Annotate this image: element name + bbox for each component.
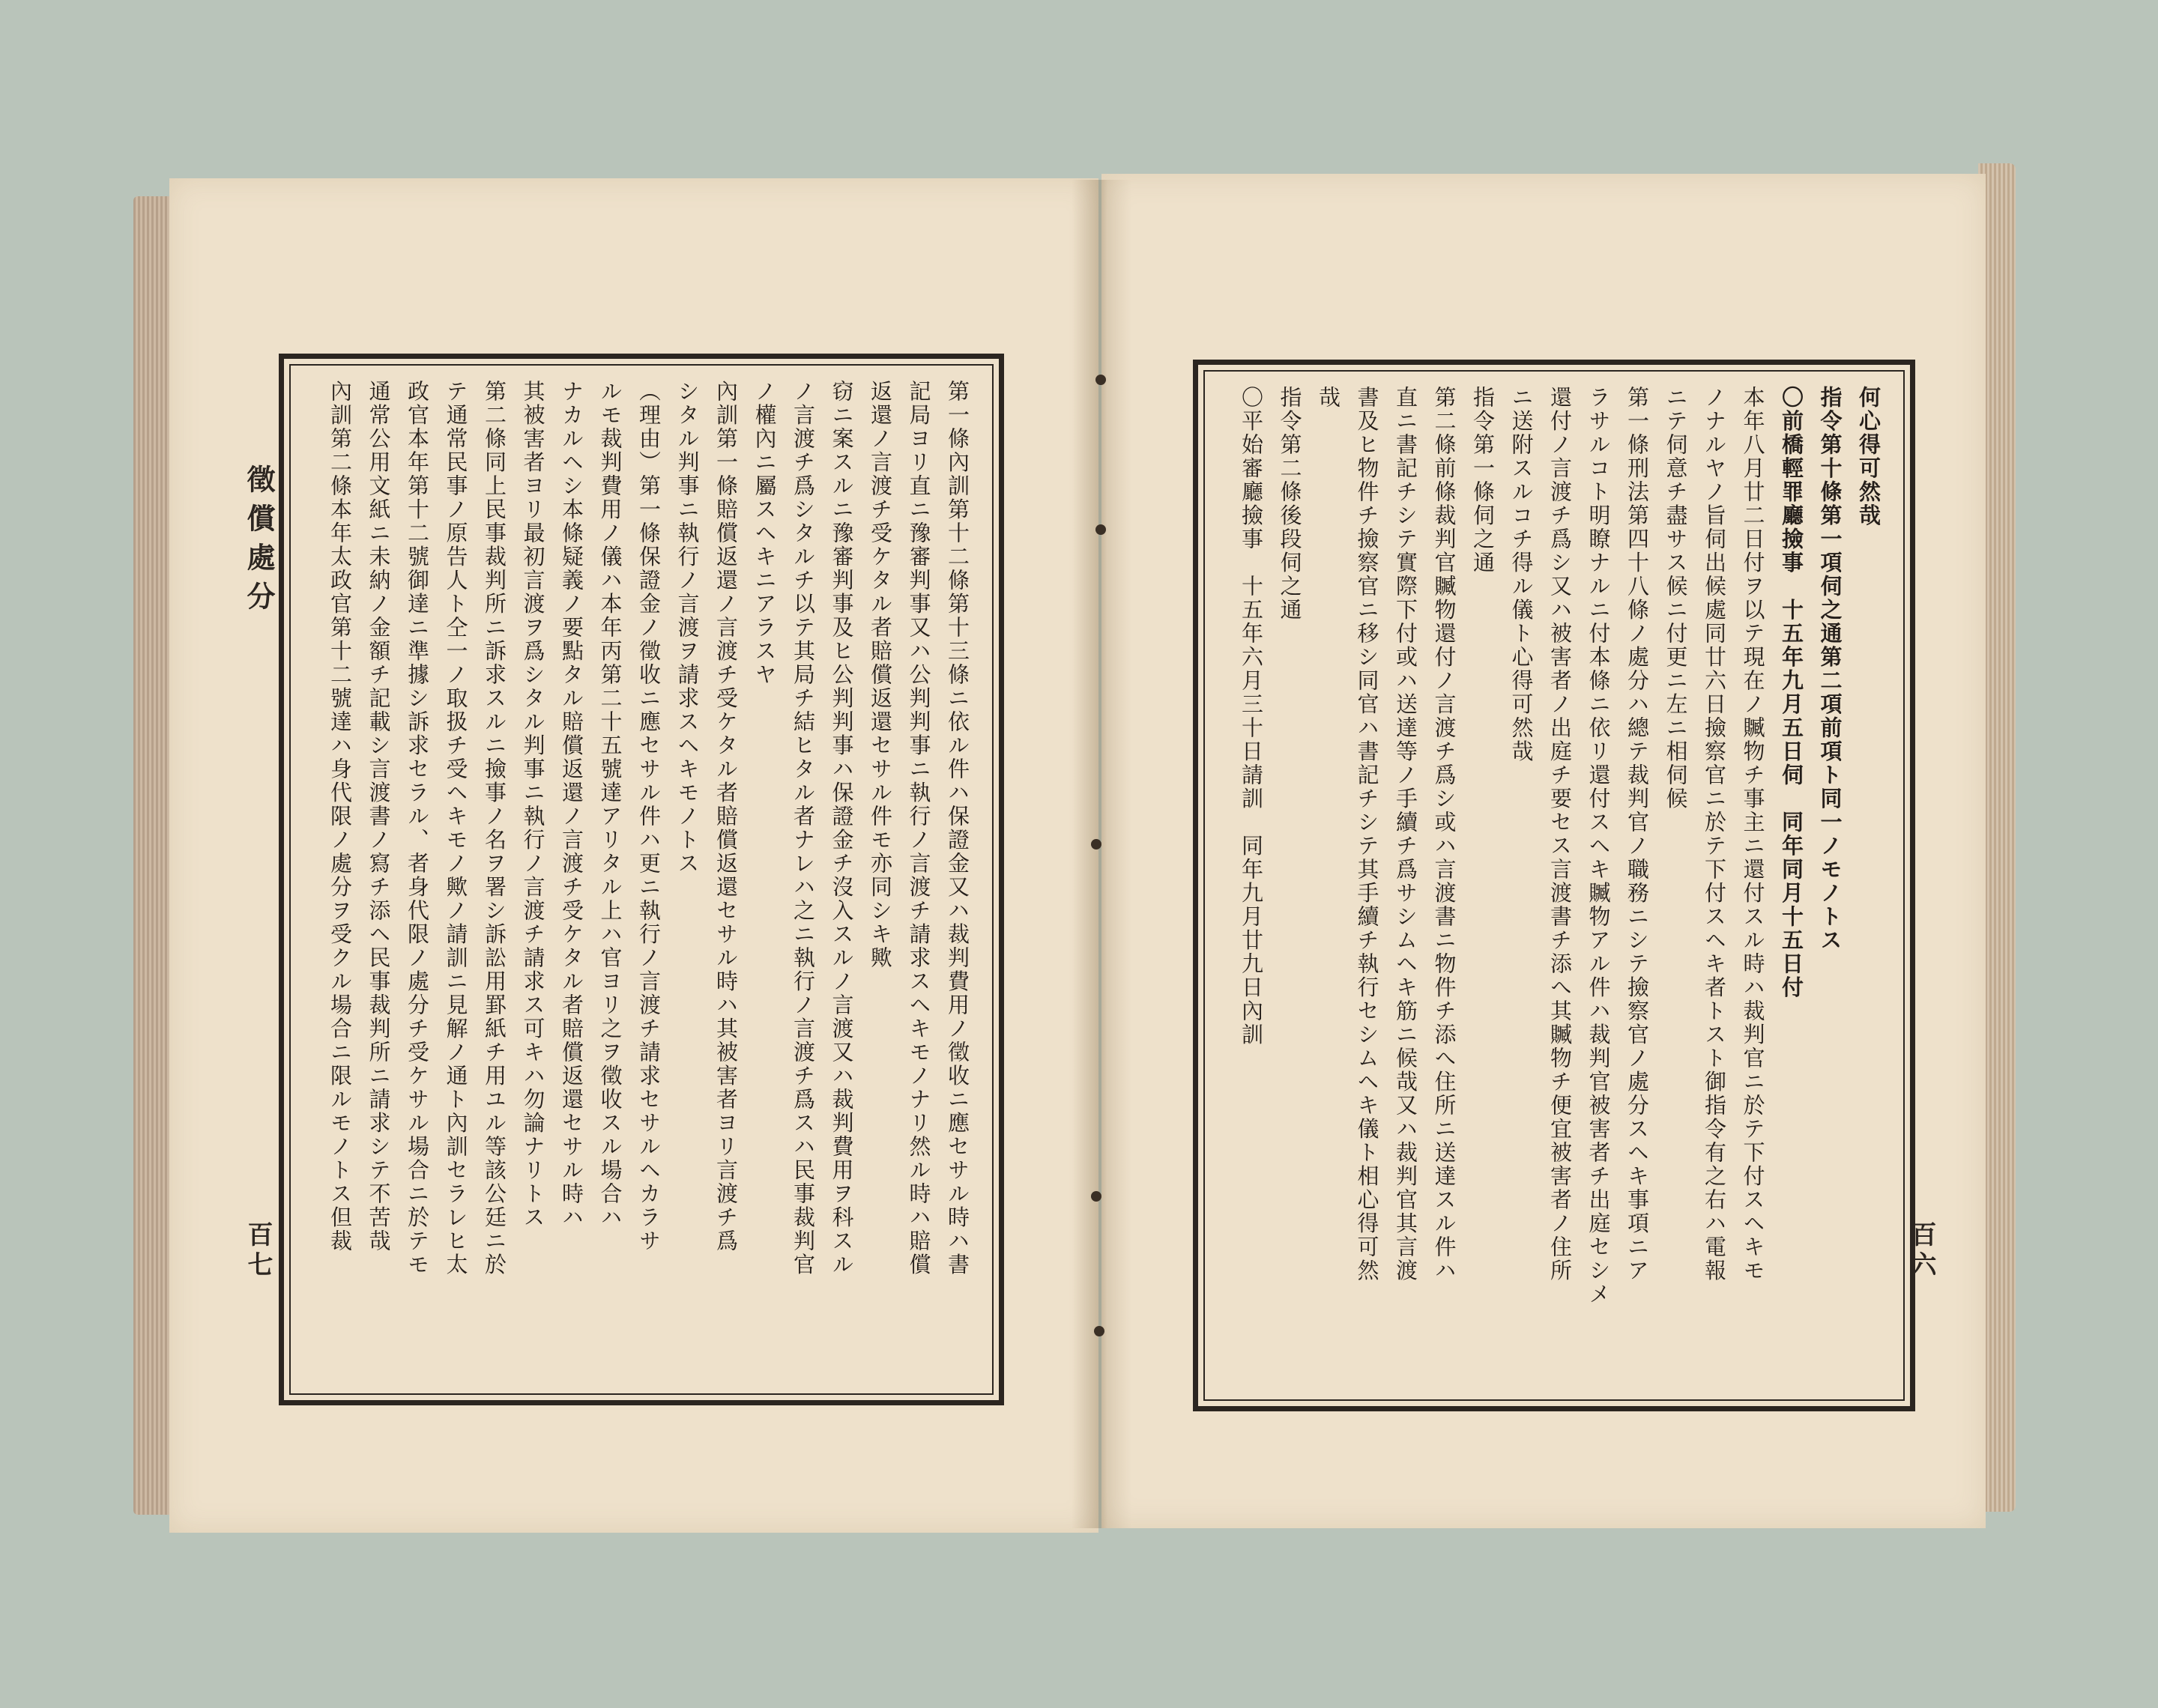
- text-column: 記局ヨリ直ニ豫審判事又ハ公判判事ニ執行ノ言渡チ請求スヘキモノナリ然ル時ハ賠償: [906, 380, 932, 1277]
- text-column: 哉: [1316, 386, 1341, 410]
- running-title: 徵償處分: [242, 464, 276, 620]
- text-column: 政官本年第十二號御達ニ準據シ訴求セラル、者身代限ノ處分チ受ケサル場合ニ於テモ: [405, 380, 430, 1277]
- text-column: 〇平始審廳撿事 十五年六月三十日請訓 同年九月廿九日內訓: [1239, 386, 1264, 1047]
- text-column: 內訓第一條賠償返還ノ言渡チ受ケタル者賠償返還セサル時ハ其被害者ヨリ言渡チ爲: [713, 380, 739, 1253]
- binding-stitch: [1095, 375, 1106, 385]
- text-column: ニテ伺意チ盡サス候ニ付更ニ左ニ相伺候: [1663, 386, 1689, 811]
- text-column: 內訓第二條本年太政官第十二號達ハ身代限ノ處分ヲ受クル場合ニ限ルモノトス但裁: [327, 380, 353, 1253]
- binding-stitch: [1094, 1326, 1104, 1336]
- text-column: 指令第十條第一項伺之通第二項前項ト同一ノモノトス: [1817, 386, 1843, 952]
- text-column: 本年八月廿二日付ヲ以テ現在ノ贓物チ事主ニ還付スル時ハ裁判官ニ於テ下付スヘキモ: [1740, 386, 1766, 1282]
- text-column: ニ送附スルコチ得ル儀ト心得可然哉: [1508, 386, 1535, 763]
- text-column: ルモ裁判費用ノ儀ハ本年丙第二十五號達アリタル上ハ官ヨリ之ヲ徵收スル場合ハ: [597, 380, 623, 1229]
- text-column: シタル判事ニ執行ノ言渡ヲ請求スヘキモノトス: [674, 380, 701, 876]
- text-column: 第一條刑法第四十八條ノ處分ハ總テ裁判官ノ職務ニシテ撿察官ノ處分スヘキ事項ニア: [1624, 386, 1650, 1282]
- page-number-left: 百七: [243, 1221, 273, 1281]
- text-column: 第二條同上民事裁判所ニ訴求スルニ撿事ノ名ヲ署シ訴訟用罫紙チ用ユル等該公廷ニ於: [482, 380, 507, 1277]
- text-column: ナカルヘシ本條疑義ノ要點タル賠償返還ノ言渡チ受ケタル者賠償返還セサル時ハ: [559, 380, 584, 1229]
- left-page-edges: [133, 196, 169, 1515]
- text-column: 其被害者ヨリ最初言渡ヲ爲シタル判事ニ執行ノ言渡チ請求ス可キハ勿論ナリトス: [520, 380, 546, 1229]
- left-text-frame: [279, 354, 1004, 1405]
- page-number-right: 百六: [1906, 1221, 1936, 1281]
- left-text-columns: [306, 380, 976, 1379]
- text-column: 第一條內訓第十二條第十三條ニ依ル件ハ保證金又ハ裁判費用ノ徵收ニ應セサル時ハ書: [945, 380, 970, 1277]
- text-column: ノ言渡チ爲シタルチ以テ其局チ結ヒタル者ナレハ之ニ執行ノ言渡チ爲スハ民事裁判官: [791, 380, 816, 1277]
- text-column: 指令第一條伺之通: [1470, 386, 1496, 575]
- binding-stitch: [1091, 839, 1101, 850]
- text-column: 還付ノ言渡チ爲シ又ハ被害者ノ出庭チ要セス言渡書チ添へ其贓物チ便宜被害者ノ住所: [1547, 386, 1573, 1282]
- text-column: 直ニ書記チシテ實際下付或ハ送達等ノ手續チ爲サシムヘキ筋ニ候哉又ハ裁判官其言渡: [1393, 386, 1418, 1282]
- text-column: 第二條前條裁判官贓物還付ノ言渡チ爲シ或ハ言渡書ニ物件チ添へ住所ニ送達スル件ハ: [1431, 386, 1457, 1282]
- binding-stitch: [1091, 1191, 1101, 1202]
- text-column: 窃ニ案スルニ豫審判事及ヒ公判判事ハ保證金チ沒入スルノ言渡又ハ裁判費用ヲ科スル: [829, 380, 855, 1277]
- text-column: 〇前橋輕罪廳撿事 十五年九月五日伺 同年同月十五日付: [1779, 386, 1804, 999]
- text-column: （理由）第一條保證金ノ徵收ニ應セサル件ハ更ニ執行ノ言渡チ請求セサルヘカラサ: [636, 380, 662, 1253]
- text-column: ノ權內ニ屬スヘキニアラスヤ: [752, 380, 778, 687]
- text-column: 何心得可然哉: [1856, 386, 1882, 527]
- text-column: 返還ノ言渡チ受ケタル者賠償返還セサル件モ亦同シキ歟: [868, 380, 893, 970]
- text-column: 書及ヒ物件チ撿察官ニ移シ同官ハ書記チシテ其手續チ執行セシムヘキ儀ト相心得可然: [1354, 386, 1380, 1282]
- binding-stitch: [1095, 524, 1106, 535]
- text-column: ラサルコト明瞭ナルニ付本條ニ依リ還付スヘキ贓物アル件ハ裁判官被害者チ出庭セシメ: [1586, 386, 1612, 1306]
- text-column: テ通常民事ノ原告人ト仝一ノ取扱チ受ヘキモノ歟ノ請訓ニ見解ノ通ト內訓セラレヒ太: [443, 380, 469, 1277]
- text-column: ノナルヤノ旨伺出候處同廿六日撿察官ニ於テ下付スヘキ者トスト御指令有之右ハ電報: [1702, 386, 1727, 1282]
- text-column: 通常公用文紙ニ未納ノ金額チ記載シ言渡書ノ寫チ添ヘ民事裁判所ニ請求シテ不苦哉: [366, 380, 392, 1253]
- text-column: 指令第二條後段伺之通: [1277, 386, 1303, 622]
- right-text-columns: [1221, 386, 1888, 1385]
- right-text-frame: [1193, 360, 1915, 1411]
